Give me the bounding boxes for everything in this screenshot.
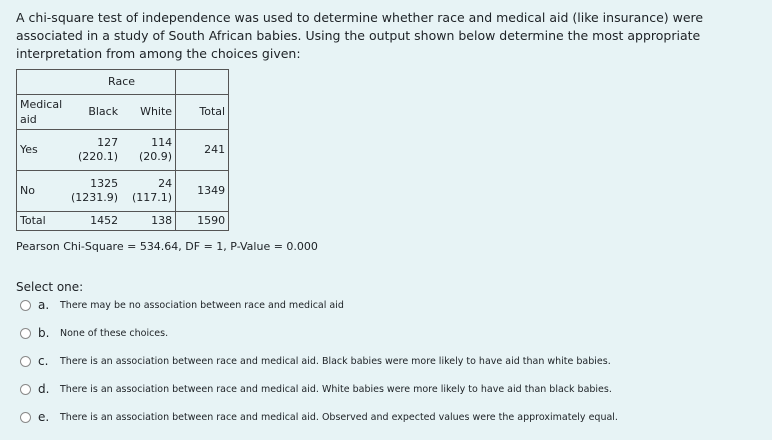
race-header: Race [68,70,176,95]
option-text: There may be no association between race and medical aid [60,299,344,311]
cell-grand-total: 1590 [176,212,229,231]
option-b[interactable] [20,326,168,340]
cell-no-white-expected: (117.1) [132,191,173,204]
radio-button[interactable] [20,412,31,423]
col-white-header: White [121,95,176,130]
option-a[interactable] [20,298,344,312]
col-black-header: Black [68,95,121,130]
medical-aid-header: Medical aid [17,95,69,130]
cell-no-white: 24 [158,177,173,190]
option-e[interactable] [20,410,618,424]
row-no-label: No [17,171,69,212]
cell-no-black: 1325 [90,177,119,190]
option-letter: b. [38,326,50,340]
option-letter: d. [38,382,50,396]
contingency-table [16,69,229,231]
cell-yes-white: 114 [151,136,173,149]
cell-no-total: 1349 [176,171,229,212]
radio-button[interactable] [20,300,31,311]
radio-button[interactable] [20,328,31,339]
cell-yes-white-expected: (20.9) [139,150,173,163]
row-total-label: Total [17,212,69,231]
option-letter: c. [38,354,49,368]
cell-total-black: 1452 [68,212,121,231]
question-text: A chi-square test of independence was used to determine whether race and medical aid (like insurance) were associated in a study of South African babies. Using the output shown below determine the most appropriate interpretation from among the choices given: [16,10,704,61]
option-text: There is an association between race and medical aid. Observed and expected values were the approximately equal. [60,411,618,423]
option-letter: a. [38,298,50,312]
option-d[interactable] [20,382,612,396]
pearson-result: Pearson Chi-Square = 534.64, DF = 1, P-Value = 0.000 [16,240,318,253]
cell-total-white: 138 [121,212,176,231]
option-c[interactable] [20,354,611,368]
option-letter: e. [38,410,50,424]
cell-yes-black: 127 [97,136,119,149]
cell-yes-black-expected: (220.1) [78,150,119,163]
option-text: There is an association between race and medical aid. Black babies were more likely to have aid than white babies. [60,355,611,367]
radio-button[interactable] [20,384,31,395]
cell-yes-total: 241 [176,130,229,171]
radio-button[interactable] [20,356,31,367]
option-text: None of these choices. [60,327,169,339]
option-text: There is an association between race and medical aid. White babies were more likely to have aid than black babies. [60,383,612,395]
select-one-label: Select one: [16,280,84,294]
cell-no-black-expected: (1231.9) [71,191,119,204]
col-total-header: Total [176,95,229,130]
row-yes-label: Yes [17,130,69,171]
